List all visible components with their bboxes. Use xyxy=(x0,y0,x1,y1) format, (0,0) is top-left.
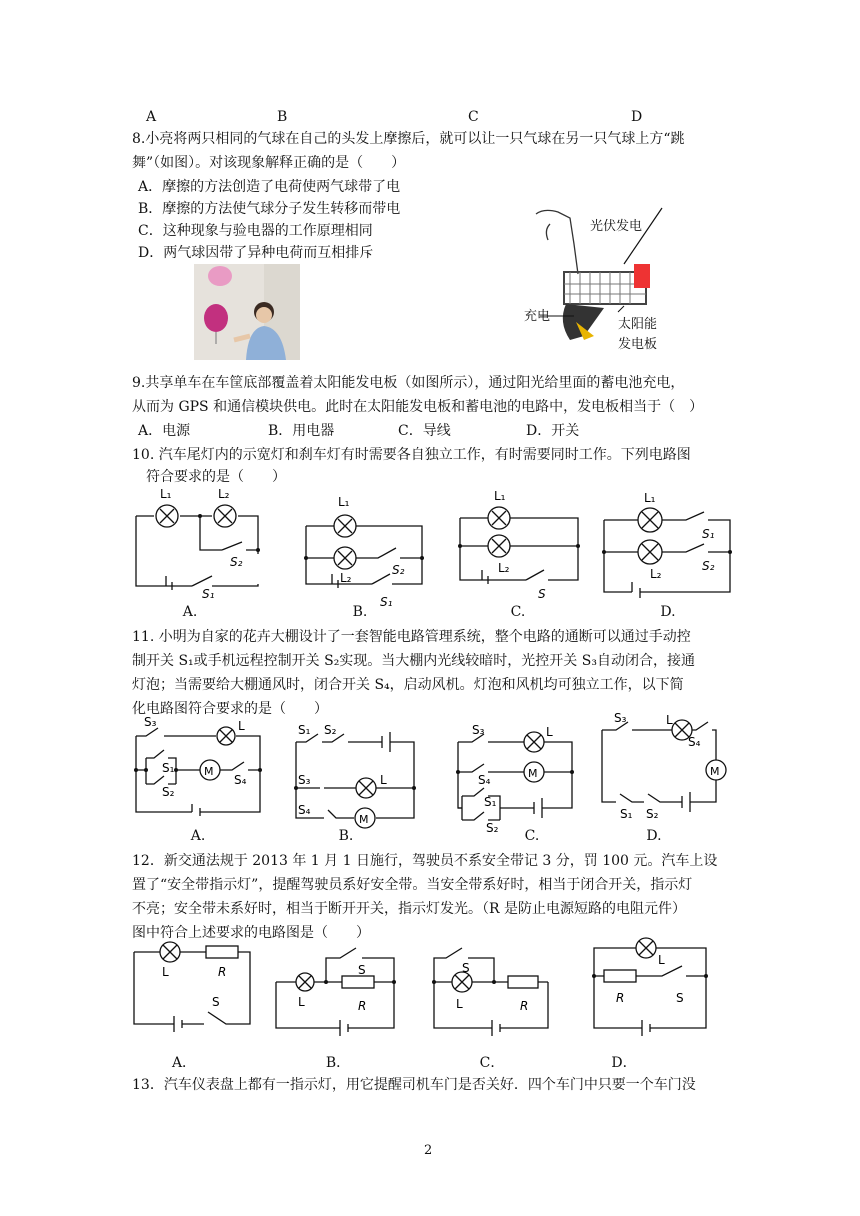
q11-caption-c: C. xyxy=(524,828,540,844)
q10d-label-s1: S₁ xyxy=(702,527,715,541)
q12c-label-l: L xyxy=(456,997,463,1011)
bike-label-charge: 充电 xyxy=(524,309,551,324)
page-number: 2 xyxy=(424,1143,433,1158)
q11d-label-s2: S₂ xyxy=(646,807,659,821)
q11-stem-4: 化电路图符合要求的是（ ） xyxy=(132,701,328,717)
q12a-label-s: S xyxy=(212,995,220,1009)
red-box xyxy=(634,264,650,288)
q11-caption-b: B. xyxy=(338,828,354,844)
q8-option-a: A．摩擦的方法创造了电荷使两气球带了电 xyxy=(138,179,401,195)
q12c-label-r: R xyxy=(520,999,529,1013)
q11c-label-l: L xyxy=(546,725,553,739)
bike-label-panel-2: 发电板 xyxy=(618,337,658,352)
q11b-label-l: L xyxy=(380,773,387,787)
q12a-label-r: R xyxy=(218,965,227,979)
q10c-label-l2: L₂ xyxy=(498,561,510,575)
q8-stem-2: 舞”（如图）。对该现象解释正确的是（ ） xyxy=(132,155,406,171)
q9-stem-2: 从而为 GPS 和通信模块供电。此时在太阳能发电板和蓄电池的电路中，发电板相当于（ ） xyxy=(132,399,704,415)
top-label-a: A xyxy=(146,109,157,125)
q10-caption-d: D. xyxy=(660,604,676,620)
q12d-label-l: L xyxy=(658,953,665,967)
top-label-d: D xyxy=(631,109,643,125)
q9-option-c: C．导线 xyxy=(398,423,451,439)
q12-caption-c: C． xyxy=(479,1055,505,1071)
q11d-label-s4: S₄ xyxy=(688,735,701,749)
q8-option-c: C．这种现象与验电器的工作原理相同 xyxy=(138,223,373,239)
q8-option-b: B．摩擦的方法使气球分子发生转移而带电 xyxy=(138,201,401,217)
q11b-label-s1: S₁ xyxy=(298,723,311,737)
q12-stem-4: 图中符合上述要求的电路图是（ ） xyxy=(132,925,370,941)
q10-circuit-a xyxy=(126,486,266,604)
q10-circuit-d xyxy=(598,486,740,604)
q9-stem-1: 9.共享单车在车筐底部覆盖着太阳能发电板（如图所示），通过阳光给里面的蓄电池充电， xyxy=(132,375,685,391)
q8-option-d: D．两气球因带了异种电荷而互相排斥 xyxy=(138,245,374,261)
q9-option-a: A．电源 xyxy=(138,423,191,439)
q10b-label-s1: S₁ xyxy=(380,595,393,609)
q11-circuit-a xyxy=(128,710,266,828)
q10-caption-b: B. xyxy=(352,604,368,620)
q10-stem-2: 符合要求的是（ ） xyxy=(146,469,286,485)
q12-caption-b: B． xyxy=(325,1055,351,1071)
basket xyxy=(564,272,646,304)
q11b-label-s2: S₂ xyxy=(324,723,337,737)
q11d-label-l: L xyxy=(666,713,673,727)
q12d-label-s: S xyxy=(676,991,684,1005)
q12b-label-l: L xyxy=(298,995,305,1009)
q11c-label-s1: S₁ xyxy=(484,795,497,809)
q10a-label-l1: L₁ xyxy=(160,487,172,501)
q10b-label-l1: L₁ xyxy=(338,495,350,509)
q11-circuit-c xyxy=(448,722,578,834)
q10b-label-l2: L₂ xyxy=(340,571,352,585)
q12c-label-s: S xyxy=(462,961,470,975)
q9-option-b: B．用电器 xyxy=(268,423,335,439)
q10-circuit-c xyxy=(452,486,592,604)
q11a-label-l: L xyxy=(238,719,245,733)
q10c-label-l1: L₁ xyxy=(494,489,506,503)
bike-label-panel-1: 太阳能 xyxy=(618,317,658,332)
q12-stem-3: 不亮；安全带未系好时，相当于断开开关，指示灯发光。（R 是防止电源短路的电阻元件） xyxy=(132,901,686,917)
q10b-label-s2: S₂ xyxy=(392,563,405,577)
q11-circuit-d xyxy=(596,710,736,828)
q11b-label-s4: S₄ xyxy=(298,803,311,817)
q11b-label-s3: S₃ xyxy=(298,773,311,787)
q11-circuit-b xyxy=(290,720,422,830)
q10a-label-l2: L₂ xyxy=(218,487,230,501)
q11d-label-s3: S₃ xyxy=(614,711,627,725)
q10a-label-s1: S₁ xyxy=(202,587,215,601)
q10d-label-s2: S₂ xyxy=(702,559,715,573)
q12d-label-r: R xyxy=(616,991,625,1005)
balloon-photo xyxy=(194,264,300,360)
q11-stem-2: 制开关 S₁或手机远程控制开关 S₂实现。当大棚内光线较暗时，光控开关 S₃自动闭合，接通 xyxy=(132,653,695,669)
q12-circuit-a xyxy=(126,936,256,1036)
q10d-label-l1: L₁ xyxy=(644,491,656,505)
top-label-b: B xyxy=(277,109,288,125)
q10-caption-a: A. xyxy=(182,604,198,620)
q12-stem-2: 置了“安全带指示灯”，提醒驾驶员系好安全带。当安全带系好时，相当于闭合开关，指示灯 xyxy=(132,877,693,893)
q11d-label-m: M xyxy=(710,765,720,778)
bike-label-pv: 光伏发电 xyxy=(590,219,643,234)
q11-caption-d: D. xyxy=(646,828,662,844)
q9-option-d: D．开关 xyxy=(526,423,580,439)
q10-circuit-b xyxy=(296,486,436,612)
q11a-label-m: M xyxy=(204,765,214,778)
q11-caption-a: A. xyxy=(190,828,206,844)
q12-caption-d: D． xyxy=(611,1055,637,1071)
q11d-label-s1: S₁ xyxy=(620,807,633,821)
q12b-label-s: S xyxy=(358,963,366,977)
q11c-label-s3: S₃ xyxy=(472,723,485,737)
q10-stem-1: 10. 汽车尾灯内的示宽灯和刹车灯有时需要各自独立工作，有时需要同时工作。下列电路图 xyxy=(132,447,691,463)
upper-balloon xyxy=(208,266,232,286)
q11b-label-m: M xyxy=(359,813,369,826)
q11a-label-s2: S₂ xyxy=(162,785,175,799)
q11c-label-s2: S₂ xyxy=(486,821,499,834)
top-label-c: C xyxy=(468,109,479,125)
q10c-label-s: S xyxy=(538,587,546,601)
q12-stem-1: 12．新交通法规于 2013 年 1 月 1 日施行，驾驶员不系安全带记 3 分，罚 100 元。汽车上设 xyxy=(132,853,718,869)
q12a-label-l: L xyxy=(162,965,169,979)
q10a-label-s2: S₂ xyxy=(230,555,243,569)
q11c-label-m: M xyxy=(528,767,538,780)
q13-stem-1: 13．汽车仪表盘上都有一指示灯，用它提醒司机车门是否关好．四个车门中只要一个车门没 xyxy=(132,1077,696,1093)
q12-circuit-c xyxy=(428,936,558,1036)
lower-balloon xyxy=(204,304,228,332)
q12-circuit-b xyxy=(270,936,400,1036)
q11c-label-s4: S₄ xyxy=(478,773,491,787)
q12b-label-r: R xyxy=(358,999,367,1013)
q8-stem-1: 8.小亮将两只相同的气球在自己的头发上摩擦后，就可以让一只气球在另一只气球上方“跳 xyxy=(132,131,685,147)
q10d-label-l2: L₂ xyxy=(650,567,662,581)
q10-caption-c: C. xyxy=(510,604,526,620)
q11a-label-s4: S₄ xyxy=(234,773,247,787)
q11a-label-s3: S₃ xyxy=(144,715,157,729)
q12-circuit-d xyxy=(586,936,716,1036)
q11-stem-1: 11. 小明为自家的花卉大棚设计了一套智能电路管理系统，整个电路的通断可以通过手动控 xyxy=(132,629,691,645)
q11-stem-3: 灯泡；当需要给大棚通风时，闭合开关 S₄，启动风机。灯泡和风机均可独立工作，以下简 xyxy=(132,677,684,693)
q11a-label-s1: S₁ xyxy=(162,761,175,775)
q12-caption-a: A． xyxy=(171,1055,197,1071)
